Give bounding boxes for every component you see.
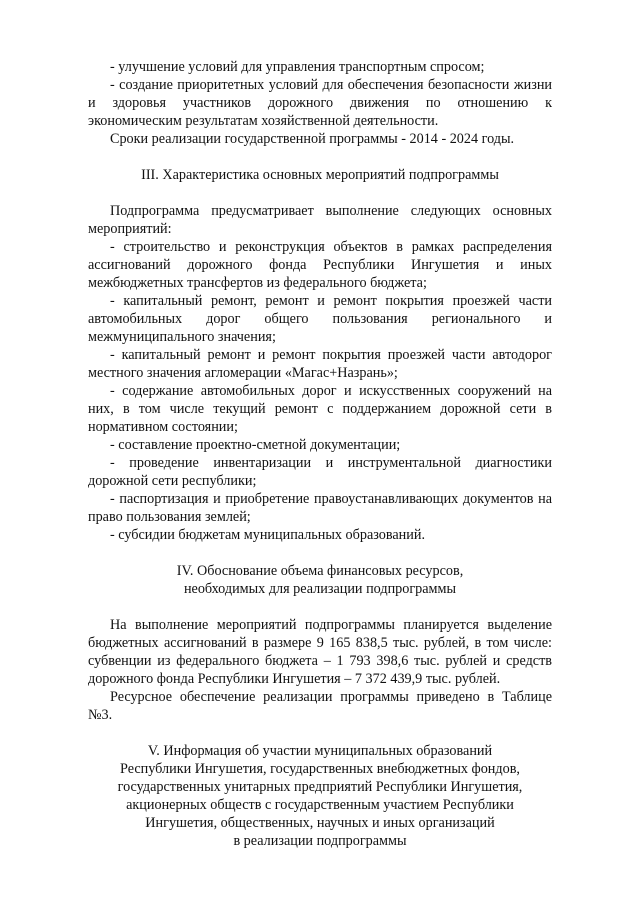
paragraph-bullet-subsidies: - субсидии бюджетам муниципальных образований. <box>110 527 425 543</box>
paragraph-bullet-design-docs: - составление проектно-сметной документации; <box>110 437 401 453</box>
paragraph-bullet-inventory: - проведение инвентаризации и инструментальной диагностики дорожной сети республики; <box>88 455 552 489</box>
section-heading-5-line-5: Ингушетия, общественных, научных и иных организаций <box>145 815 495 831</box>
section-heading-5-line-4: акционерных обществ с государственным участием Республики <box>126 797 514 813</box>
section-heading-5-line-2: Республики Ингушетия, государственных внебюджетных фондов, <box>120 761 520 777</box>
section-heading-5-line-6: в реализации подпрограммы <box>233 833 407 849</box>
document-page <box>88 58 552 850</box>
paragraph-bullet-regional-repair: - капитальный ремонт, ремонт и ремонт покрытия проезжей части автомобильных дорог общего пользования регионального и межмуниципального значения; <box>88 293 552 345</box>
paragraph-program-terms: Сроки реализации государственной программы - 2014 - 2024 годы. <box>110 131 515 147</box>
section-heading-5-line-3: государственных унитарных предприятий Республики Ингушетия, <box>117 779 523 795</box>
section-heading-4-line-2: необходимых для реализации подпрограммы <box>183 581 457 597</box>
paragraph-bullet-transport-demand: - улучшение условий для управления транспортным спросом; <box>110 59 485 75</box>
paragraph-bullet-construction: - строительство и реконструкция объектов в рамках распределения ассигнований дорожного фонда Республики Ингушетия и иных межбюджетных трансфертов из федерального бюджета; <box>88 239 552 291</box>
paragraph-bullet-maintenance: - содержание автомобильных дорог и искусственных сооружений на них, в том числе текущий ремонт с поддержанием дорожной сети в нормативном состоянии; <box>88 383 552 435</box>
section-heading-5-line-1: V. Информация об участии муниципальных образований <box>147 743 493 759</box>
section-heading-4-line-1: IV. Обоснование объема финансовых ресурсов, <box>176 563 464 579</box>
paragraph-bullet-certification: - паспортизация и приобретение правоустанавливающих документов на право пользования землей; <box>88 491 552 525</box>
paragraph-bullet-local-repair: - капитальный ремонт и ремонт покрытия проезжей части автодорог местного значения агломерации «Магас+Назрань»; <box>88 347 552 381</box>
paragraph-bullet-road-safety: - создание приоритетных условий для обеспечения безопасности жизни и здоровья участников дорожного движения по отношению к экономическим результатам хозяйственной деятельности. <box>88 77 552 129</box>
paragraph-financing: На выполнение мероприятий подпрограммы планируется выделение бюджетных ассигнований в размере 9 165 838,5 тыс. рублей, в том числе: субвенции из федерального бюджета – 1 793 398,6 тыс. рублей и средств дорожного фонда Республики Ингушетия – 7 372 439,9 тыс. рублей. <box>88 617 552 687</box>
section-heading-3: III. Характеристика основных мероприятий подпрограммы <box>141 167 499 183</box>
paragraph-resource-table-ref: Ресурсное обеспечение реализации программы приведено в Таблице №3. <box>88 689 552 723</box>
paragraph-subprogram-intro: Подпрограмма предусматривает выполнение следующих основных мероприятий: <box>88 203 552 237</box>
